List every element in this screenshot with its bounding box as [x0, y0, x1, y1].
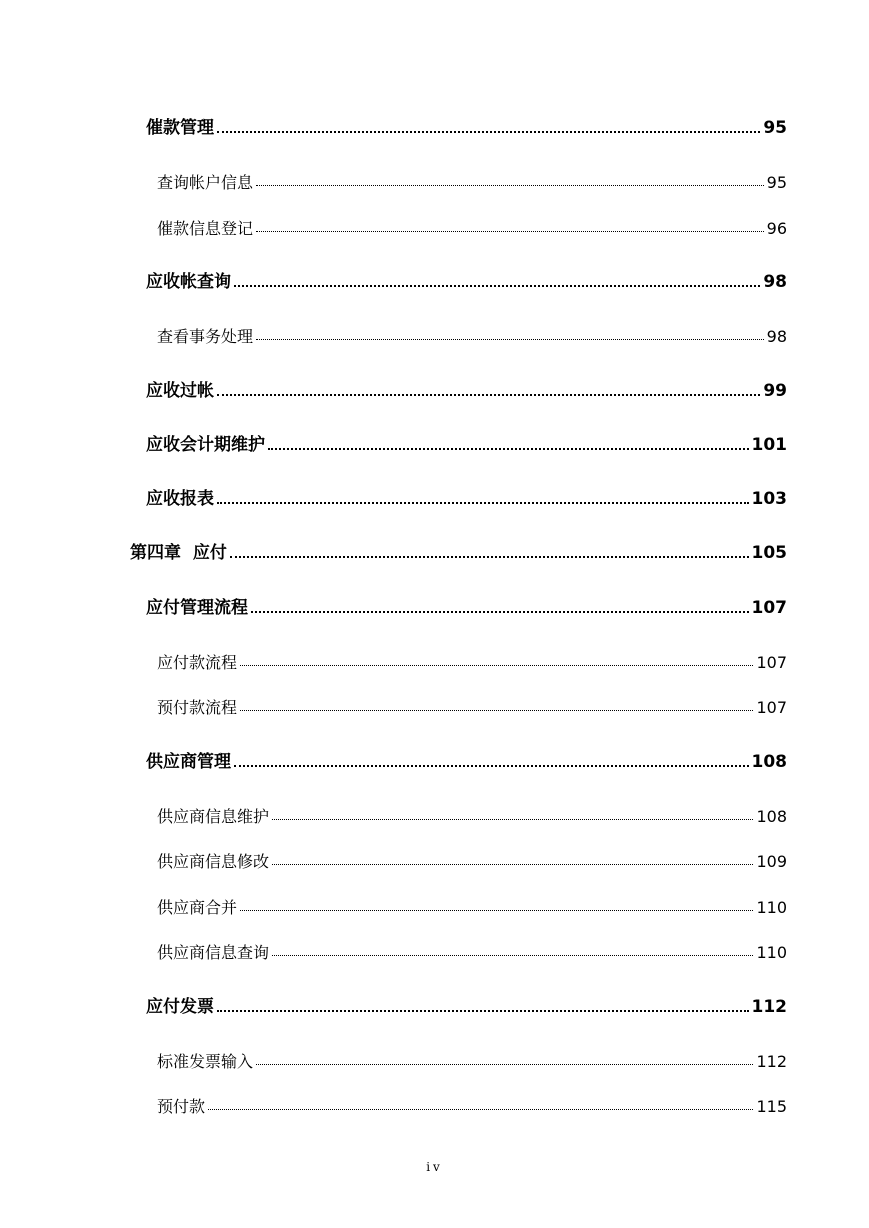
toc-entry[interactable]	[146, 267, 787, 291]
toc-entry[interactable]	[146, 593, 787, 617]
toc-entry-page: 98	[766, 327, 787, 346]
toc-entry[interactable]	[157, 647, 787, 671]
toc-entry-page: 108	[751, 752, 787, 772]
toc-entry-page: 103	[751, 489, 787, 509]
toc-entry-title: 预付款	[157, 1097, 206, 1116]
toc-entry[interactable]	[130, 538, 787, 562]
dot-leader	[268, 448, 749, 450]
toc-entry-title: 供应商信息维护	[157, 807, 270, 826]
dot-leader	[272, 955, 753, 956]
toc-entry-page: 107	[751, 598, 787, 618]
toc-entry-page: 101	[751, 435, 787, 455]
toc-entry[interactable]	[157, 937, 787, 961]
toc-entry-page: 112	[756, 1052, 787, 1071]
toc-entry[interactable]	[157, 213, 787, 237]
toc-entry-title: 供应商合并	[157, 898, 238, 917]
dot-leader	[208, 1109, 753, 1110]
toc-entry-page: 115	[756, 1097, 787, 1116]
toc-entry-page: 95	[766, 173, 787, 192]
toc-entry-title: 应付管理流程	[146, 598, 248, 618]
toc-entry-title: 预付款流程	[157, 698, 238, 717]
toc-entry[interactable]	[146, 376, 787, 400]
dot-leader	[217, 502, 749, 504]
toc-entry-title: 供应商信息查询	[157, 943, 270, 962]
dot-leader	[256, 185, 764, 186]
toc-entry-title: 查询帐户信息	[157, 173, 254, 192]
page-number: iv	[426, 1160, 443, 1174]
toc-entry[interactable]	[157, 167, 787, 191]
toc-entry-page: 109	[756, 852, 787, 871]
dot-leader	[234, 765, 749, 767]
dot-leader	[240, 910, 753, 911]
toc-entry[interactable]	[146, 747, 787, 771]
toc-entry-title: 催款管理	[146, 118, 214, 138]
toc-entry-title: 供应商信息修改	[157, 852, 270, 871]
toc-entry[interactable]	[146, 113, 787, 137]
dot-leader	[240, 710, 753, 711]
dot-leader	[272, 864, 753, 865]
toc-entry-title: 应收报表	[146, 489, 214, 509]
toc-entry-page: 108	[756, 807, 787, 826]
dot-leader	[217, 1010, 749, 1012]
toc-entry-title: 供应商管理	[146, 752, 231, 772]
toc-entry[interactable]	[146, 484, 787, 508]
toc-entry-page: 110	[756, 943, 787, 962]
dot-leader	[256, 339, 764, 340]
toc-entry-page: 98	[763, 272, 787, 292]
toc-entry-title: 应付发票	[146, 997, 214, 1017]
toc-entry-page: 112	[751, 997, 787, 1017]
toc-entry[interactable]	[157, 846, 787, 870]
toc-entry[interactable]	[157, 1046, 787, 1070]
toc-entry-page: 107	[756, 698, 787, 717]
toc-entry[interactable]	[157, 801, 787, 825]
toc-entry-title: 应收过帐	[146, 381, 214, 401]
toc-entry-title: 应收会计期维护	[146, 435, 265, 455]
dot-leader	[234, 285, 760, 287]
toc-entry[interactable]	[157, 321, 787, 345]
dot-leader	[256, 231, 764, 232]
toc-entry[interactable]	[146, 992, 787, 1016]
dot-leader	[230, 556, 749, 558]
toc-entry-page: 105	[751, 543, 787, 563]
toc-entry[interactable]	[157, 1091, 787, 1115]
toc-entry-page: 110	[756, 898, 787, 917]
toc-entry-title: 第四章 应付	[130, 543, 227, 563]
toc-entry-page: 95	[763, 118, 787, 138]
dot-leader	[272, 819, 753, 820]
dot-leader	[217, 394, 760, 396]
dot-leader	[256, 1064, 753, 1065]
toc-entry-title: 查看事务处理	[157, 327, 254, 346]
toc-entry-title: 应付款流程	[157, 653, 238, 672]
toc-entry[interactable]	[157, 692, 787, 716]
toc-entry[interactable]	[146, 430, 787, 454]
toc-entry-title: 标准发票输入	[157, 1052, 254, 1071]
dot-leader	[217, 131, 760, 133]
toc-entry-title: 催款信息登记	[157, 219, 254, 238]
toc-entry-page: 99	[763, 381, 787, 401]
toc-entry-page: 96	[766, 219, 787, 238]
dot-leader	[251, 611, 749, 613]
toc-entry-title: 应收帐查询	[146, 272, 231, 292]
toc-entry-page: 107	[756, 653, 787, 672]
dot-leader	[240, 665, 753, 666]
toc-entry[interactable]	[157, 892, 787, 916]
